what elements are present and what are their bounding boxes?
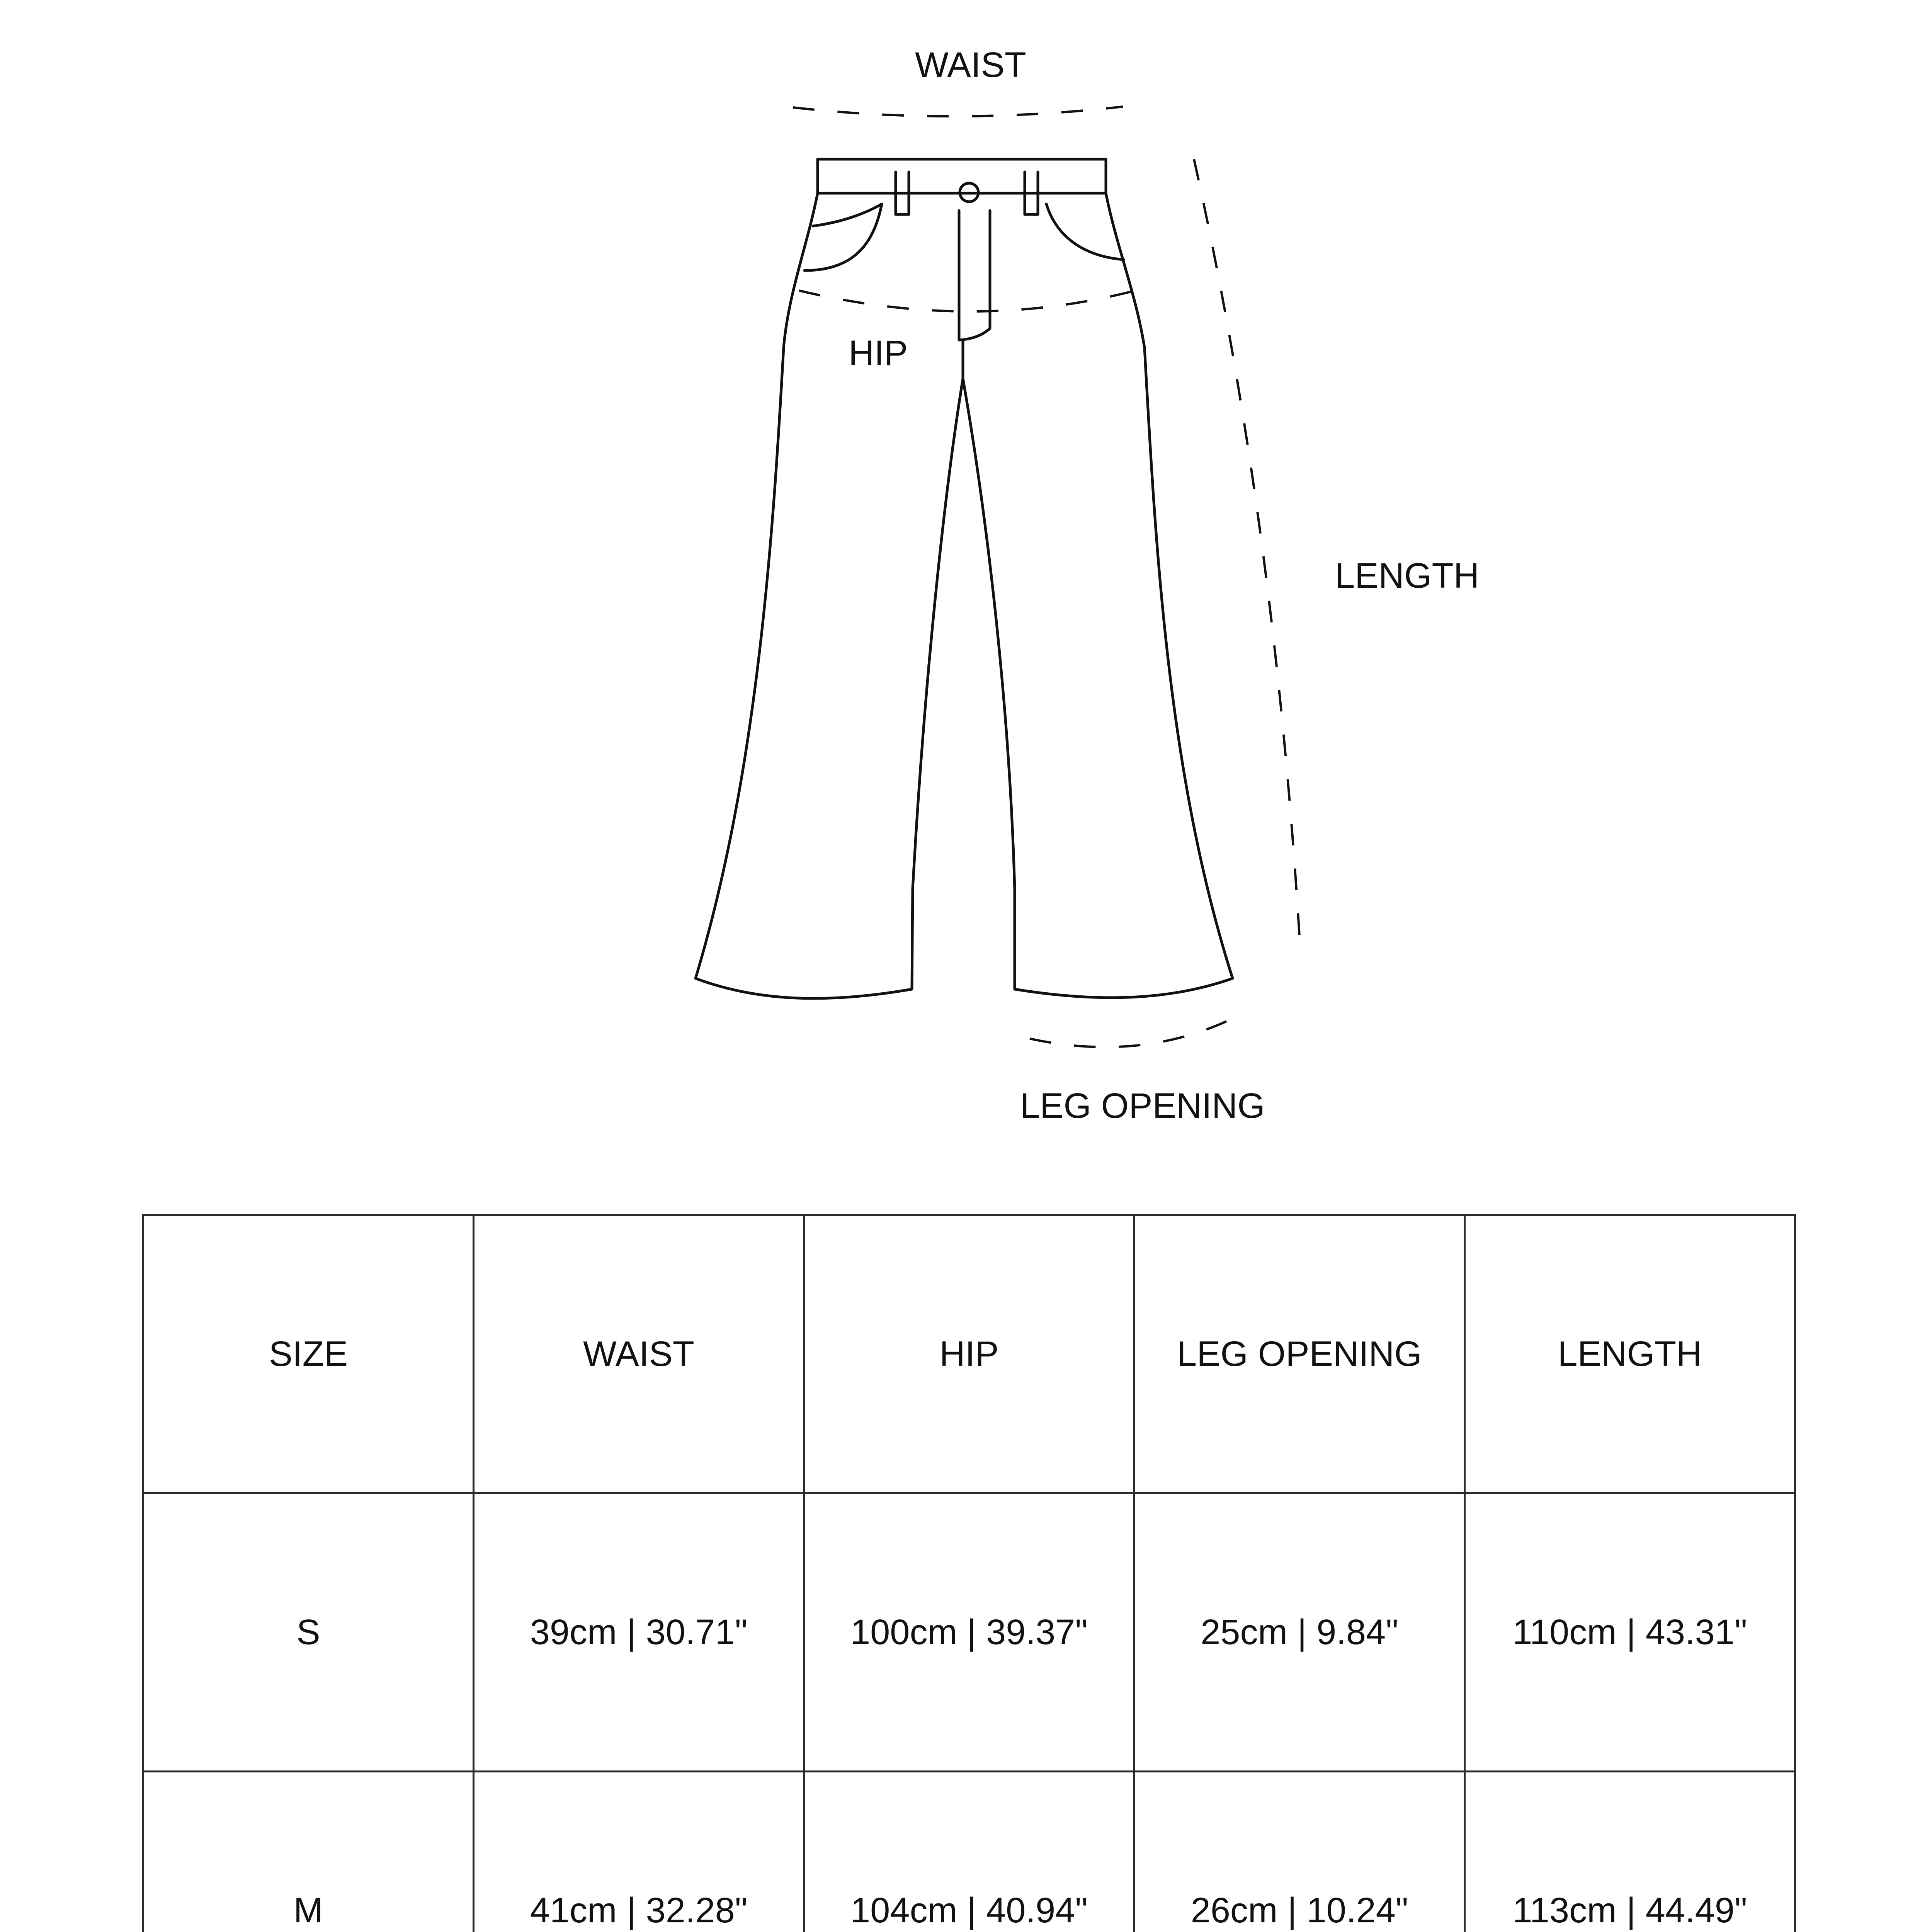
length-measure-line <box>1194 159 1301 955</box>
header-leg-opening: LEG OPENING <box>1134 1215 1465 1493</box>
cell-size: S <box>143 1493 474 1772</box>
cell-leg-opening: 26cm | 10.24" <box>1134 1772 1465 1932</box>
waist-measure-line <box>793 107 1123 116</box>
cell-length: 113cm | 44.49" <box>1465 1772 1795 1932</box>
cell-hip: 100cm | 39.37" <box>804 1493 1134 1772</box>
size-chart-table <box>142 1214 1796 1932</box>
cell-waist: 39cm | 30.71" <box>474 1493 804 1772</box>
cell-leg-opening: 25cm | 9.84" <box>1134 1493 1465 1772</box>
table-row <box>143 1772 1795 1932</box>
fly-stitch <box>959 211 990 340</box>
leg-opening-label: LEG OPENING <box>1020 1086 1265 1126</box>
pants-outline <box>696 193 1233 998</box>
waist-label: WAIST <box>915 45 1026 85</box>
hip-label: HIP <box>849 333 908 373</box>
cell-hip: 104cm | 40.94" <box>804 1772 1134 1932</box>
pocket-right <box>1046 204 1124 260</box>
cell-waist: 41cm | 32.28" <box>474 1772 804 1932</box>
leg-opening-measure-line <box>1030 1015 1239 1047</box>
table-row <box>143 1493 1795 1772</box>
cell-length: 110cm | 43.31" <box>1465 1493 1795 1772</box>
header-waist: WAIST <box>474 1215 804 1493</box>
table-header-row <box>143 1215 1795 1493</box>
header-length: LENGTH <box>1465 1215 1795 1493</box>
length-label: LENGTH <box>1335 556 1480 595</box>
pocket-left <box>804 204 882 270</box>
hip-measure-line <box>799 291 1135 311</box>
header-hip: HIP <box>804 1215 1134 1493</box>
cell-size: M <box>143 1772 474 1932</box>
header-size: SIZE <box>143 1215 474 1493</box>
